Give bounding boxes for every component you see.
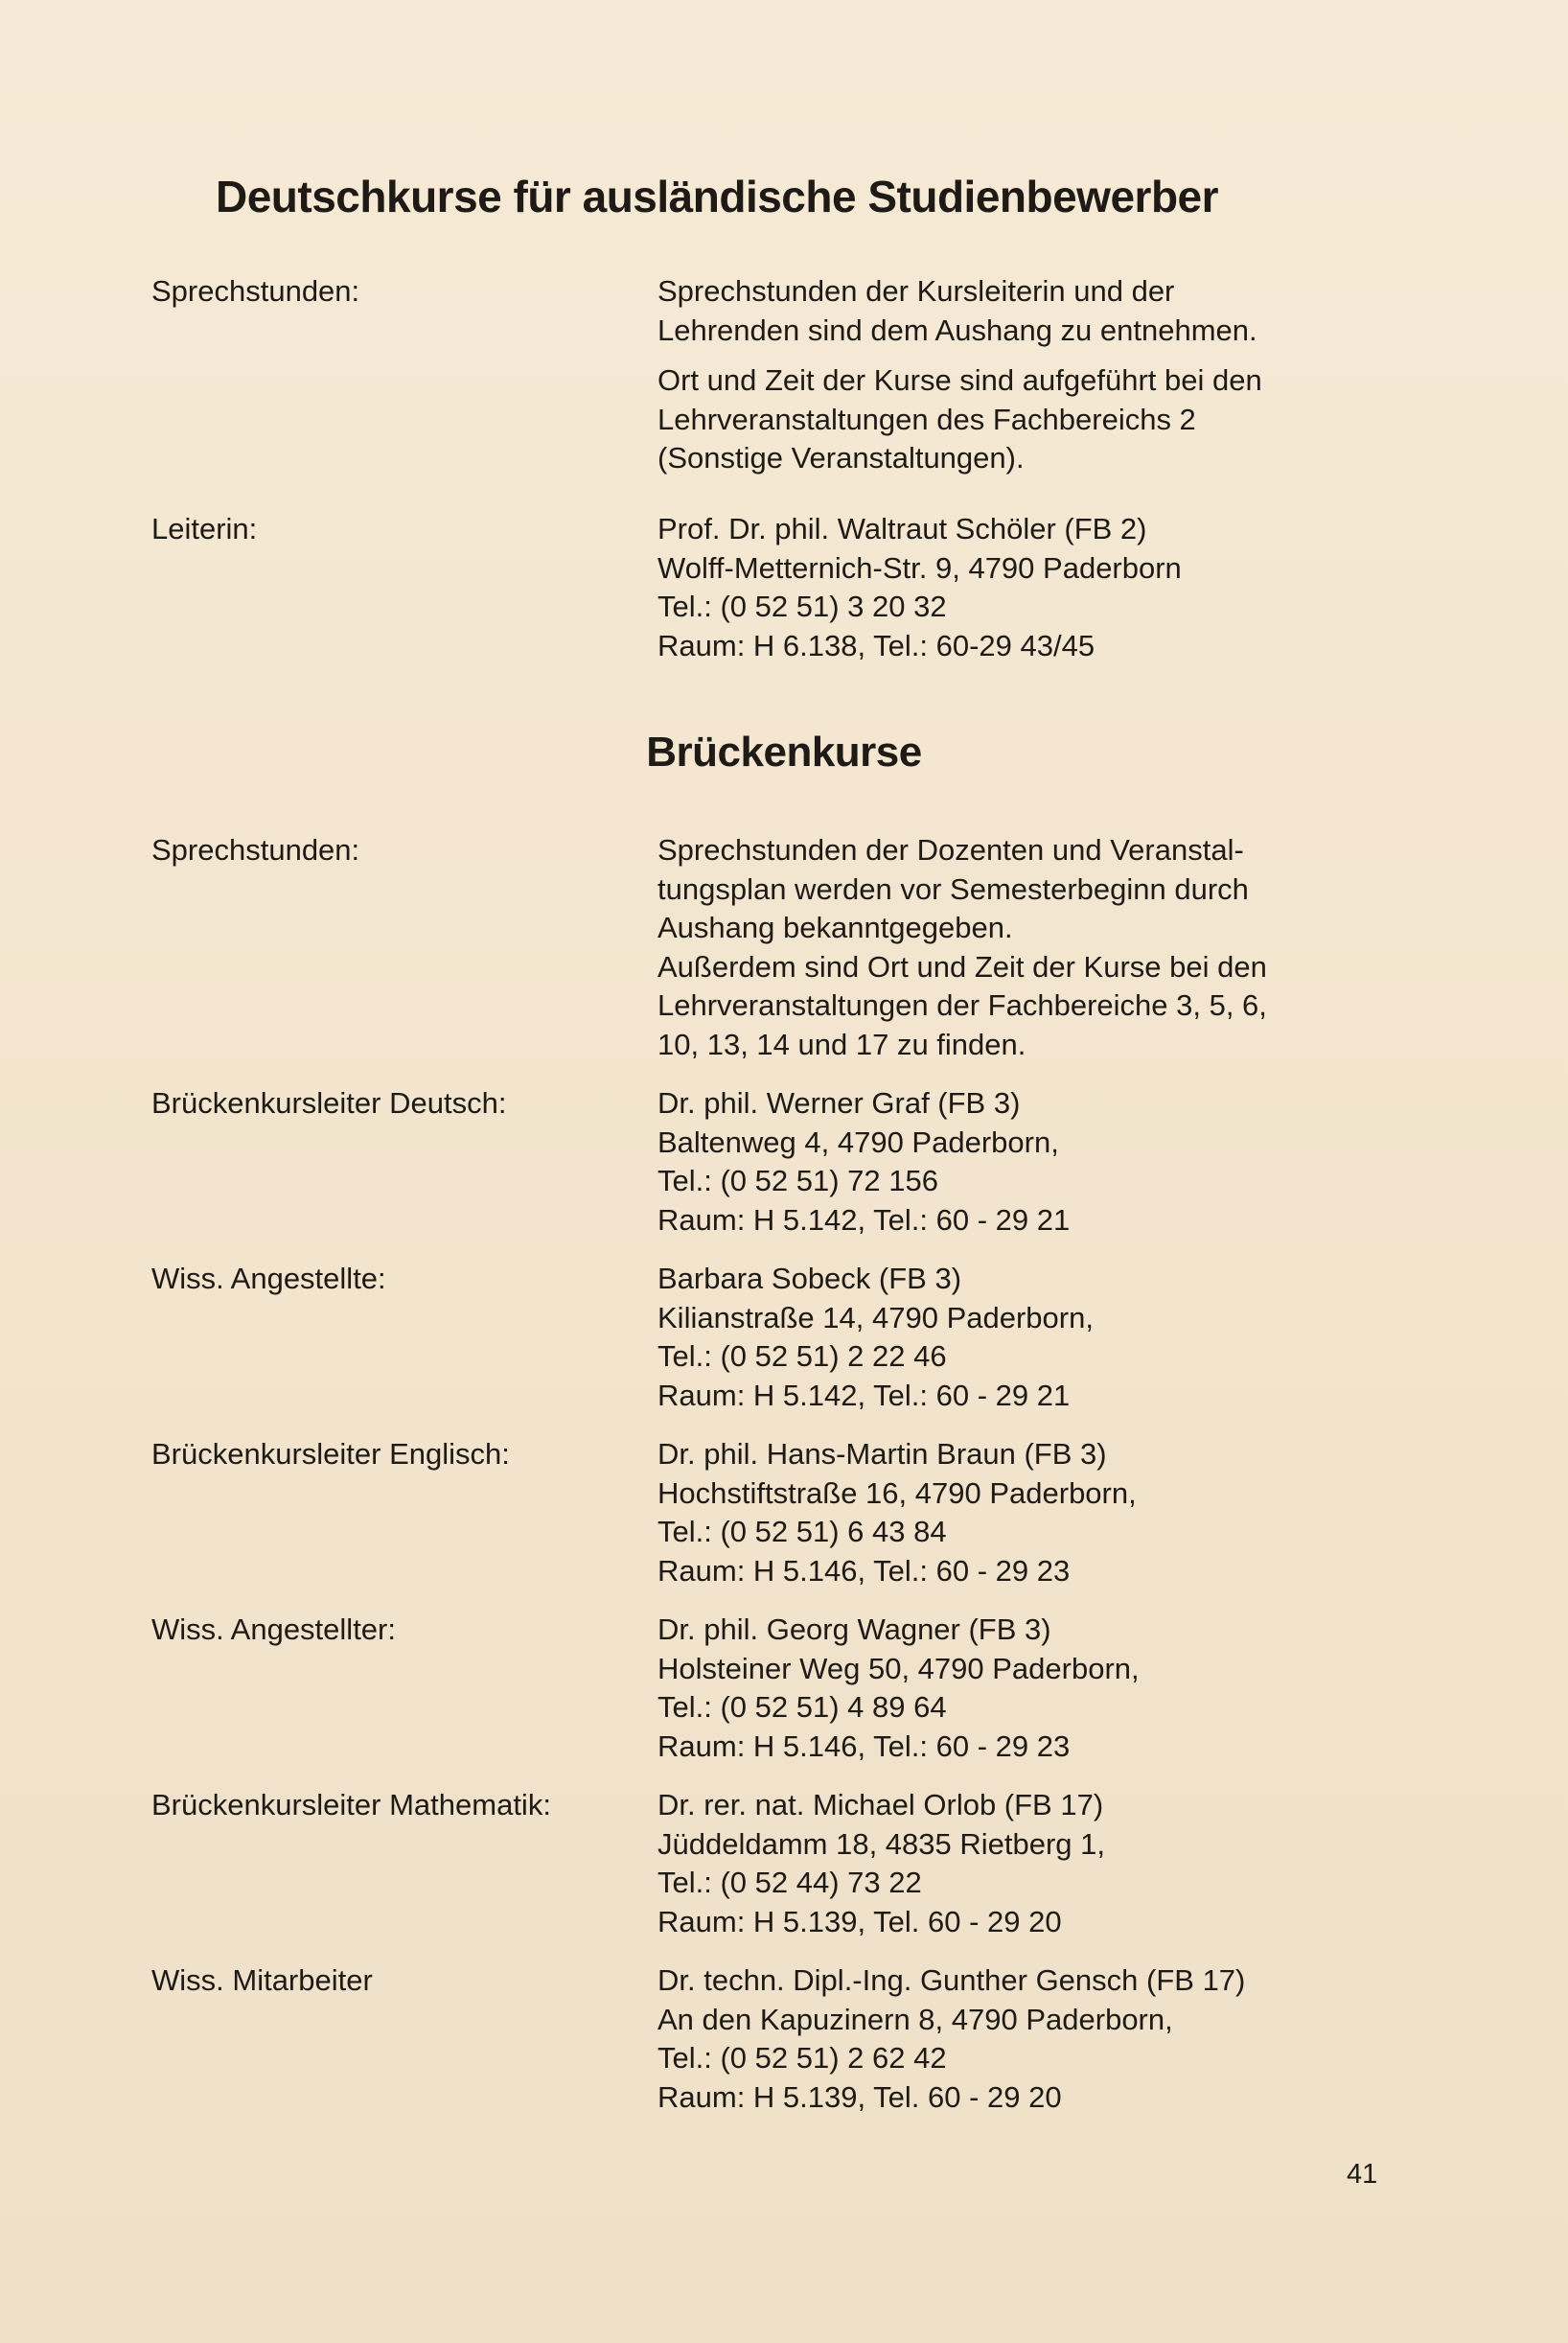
text-line: Kilianstraße 14, 4790 Paderborn,: [657, 1300, 1094, 1334]
text-line: Raum: H 5.142, Tel.: 60 - 29 21: [657, 1378, 1071, 1412]
text-line: Aushang bekanntgegeben.: [657, 911, 1013, 944]
text-line: Tel.: (0 52 51) 4 89 64: [657, 1690, 947, 1724]
paragraph: [657, 361, 1386, 478]
text-line: 10, 13, 14 und 17 zu finden.: [657, 1027, 1026, 1061]
entry-label: Sprechstunden:: [151, 274, 360, 308]
text-line: Tel.: (0 52 51) 2 62 42: [657, 2041, 947, 2075]
text-line: Dr. phil. Georg Wagner (FB 3): [657, 1612, 1051, 1646]
text-line: Tel.: (0 52 51) 6 43 84: [657, 1515, 947, 1548]
entry-label: Brückenkursleiter Deutsch:: [151, 1086, 507, 1120]
paragraph: [657, 1961, 1386, 2117]
entry-value: [657, 510, 1386, 665]
paragraph: [657, 1786, 1386, 1941]
text-line: Tel.: (0 52 44) 73 22: [657, 1866, 922, 1899]
text-line: Tel.: (0 52 51) 72 156: [657, 1164, 938, 1197]
text-line: tungsplan werden vor Semesterbeginn durch: [657, 871, 1249, 906]
text-line: Raum: H 5.142, Tel.: 60 - 29 21: [657, 1202, 1071, 1237]
text-line: Tel.: (0 52 51) 2 22 46: [657, 1339, 947, 1373]
entry-value: [657, 1260, 1386, 1415]
text-line: Hochstiftstraße 16, 4790 Paderborn,: [657, 1475, 1137, 1510]
text-line: Lehrveranstaltungen der Fachbereiche 3, 5, 6,: [657, 988, 1267, 1022]
paragraph: [657, 1084, 1386, 1240]
paragraph: [657, 272, 1386, 350]
entry-value: [657, 1084, 1386, 1240]
text-line: Ort und Zeit der Kurse sind aufgeführt bei den: [657, 363, 1262, 397]
text-line: Lehrenden sind dem Aushang zu entnehmen.: [657, 313, 1257, 347]
text-line: Wolff-Metternich-Str. 9, 4790 Paderborn: [657, 550, 1182, 585]
text-line: Raum: H 6.138, Tel.: 60-29 43/45: [657, 628, 1095, 662]
paragraph: [657, 1611, 1386, 1766]
text-line: Prof. Dr. phil. Waltraut Schöler (FB 2): [657, 512, 1147, 545]
text-line: Sprechstunden der Kursleiterin und der: [657, 274, 1175, 308]
paragraph: [657, 1435, 1386, 1590]
text-line: Holsteiner Weg 50, 4790 Paderborn,: [657, 1651, 1140, 1685]
text-line: Dr. rer. nat. Michael Orlob (FB 17): [657, 1788, 1104, 1821]
section-title-brueckenkurse: Brückenkurse: [646, 729, 922, 776]
text-line: Dr. phil. Hans-Martin Braun (FB 3): [657, 1437, 1107, 1471]
text-line: (Sonstige Veranstaltungen).: [657, 441, 1025, 475]
text-line: Lehrveranstaltungen des Fachbereichs 2: [657, 402, 1196, 436]
entry-value: [657, 1961, 1386, 2117]
entry-label: Leiterin:: [151, 512, 258, 545]
entry-label: Wiss. Mitarbeiter: [151, 1963, 373, 1997]
entry-label: Wiss. Angestellte:: [151, 1262, 386, 1295]
paragraph: [657, 1260, 1386, 1415]
entry-label: Brückenkursleiter Mathematik:: [151, 1788, 551, 1821]
text-line: Außerdem sind Ort und Zeit der Kurse bei den: [657, 949, 1267, 984]
page-title: Deutschkurse für ausländische Studienbewerber: [216, 172, 1219, 221]
text-line: Jüddeldamm 18, 4835 Rietberg 1,: [657, 1826, 1106, 1861]
entry-value: [657, 272, 1386, 478]
text-line: Tel.: (0 52 51) 3 20 32: [657, 590, 947, 623]
text-line: Raum: H 5.139, Tel. 60 - 29 20: [657, 1904, 1062, 1938]
entry-label: Sprechstunden:: [151, 833, 360, 867]
paragraph: [657, 831, 1386, 1064]
entry-value: [657, 1435, 1386, 1590]
text-line: Sprechstunden der Dozenten und Veranstal-: [657, 833, 1244, 867]
text-line: An den Kapuzinern 8, 4790 Paderborn,: [657, 2002, 1173, 2036]
entry-label: Brückenkursleiter Englisch:: [151, 1437, 510, 1471]
text-line: Dr. phil. Werner Graf (FB 3): [657, 1086, 1021, 1120]
entry-value: [657, 831, 1386, 1064]
text-line: Baltenweg 4, 4790 Paderborn,: [657, 1125, 1059, 1159]
text-line: Raum: H 5.139, Tel. 60 - 29 20: [657, 2079, 1062, 2114]
entry-value: [657, 1611, 1386, 1766]
text-line: Raum: H 5.146, Tel.: 60 - 29 23: [657, 1553, 1071, 1588]
paragraph: [657, 510, 1386, 665]
text-line: Dr. techn. Dipl.-Ing. Gunther Gensch (FB 17): [657, 1963, 1246, 1997]
page-number: 41: [1347, 2159, 1378, 2190]
entry-label: Wiss. Angestellter:: [151, 1612, 396, 1646]
entry-value: [657, 1786, 1386, 1941]
text-line: Raum: H 5.146, Tel.: 60 - 29 23: [657, 1728, 1071, 1763]
text-line: Barbara Sobeck (FB 3): [657, 1262, 962, 1295]
